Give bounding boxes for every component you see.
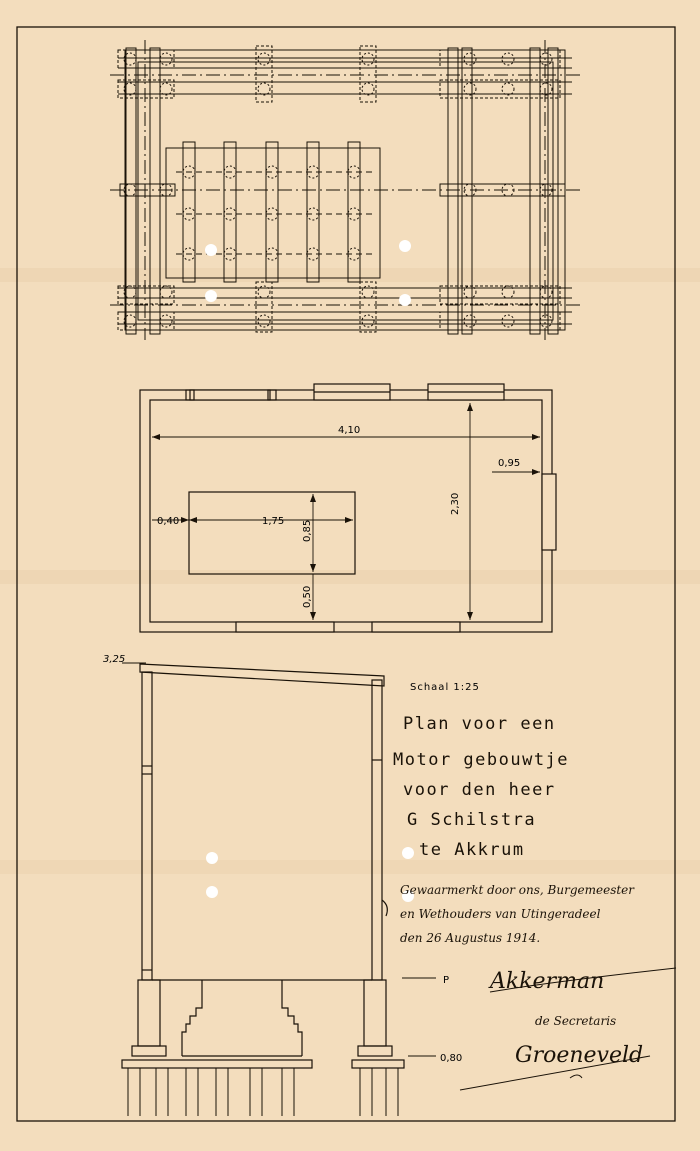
signature-1: Akkerman bbox=[490, 969, 605, 994]
approval-line-3: den 26 Augustus 1914. bbox=[400, 931, 541, 945]
dim-overall-width: 2,30 bbox=[450, 492, 461, 515]
title-line-1: Plan voor een bbox=[403, 714, 556, 734]
dim-engine-length: 1,75 bbox=[262, 516, 285, 527]
dim-left-offset: 0,40 bbox=[157, 516, 180, 527]
dim-right-offset: 0,95 bbox=[498, 458, 521, 469]
title-line-4: G Schilstra bbox=[407, 810, 537, 830]
level-080-label: 0,80 bbox=[440, 1053, 463, 1064]
height-325-label: 3,25 bbox=[103, 654, 126, 665]
title-line-2: Motor gebouwtje bbox=[393, 750, 570, 770]
secretary-label: de Secretaris bbox=[535, 1014, 617, 1028]
approval-line-2: en Wethouders van Utingeradeel bbox=[400, 907, 601, 921]
title-line-3: voor den heer bbox=[403, 780, 556, 800]
approval-line-1: Gewaarmerkt door ons, Burgemeester bbox=[400, 883, 635, 897]
dim-engine-width: 0,85 bbox=[302, 519, 313, 542]
level-p-label: P bbox=[443, 975, 450, 986]
signature-2: Groeneveld bbox=[515, 1043, 644, 1068]
dim-overall-length: 4,10 bbox=[338, 425, 361, 436]
title-line-5: te Akkrum bbox=[419, 840, 525, 860]
dim-engine-front: 0,50 bbox=[302, 585, 313, 608]
scale-label: Schaal 1:25 bbox=[410, 682, 480, 693]
